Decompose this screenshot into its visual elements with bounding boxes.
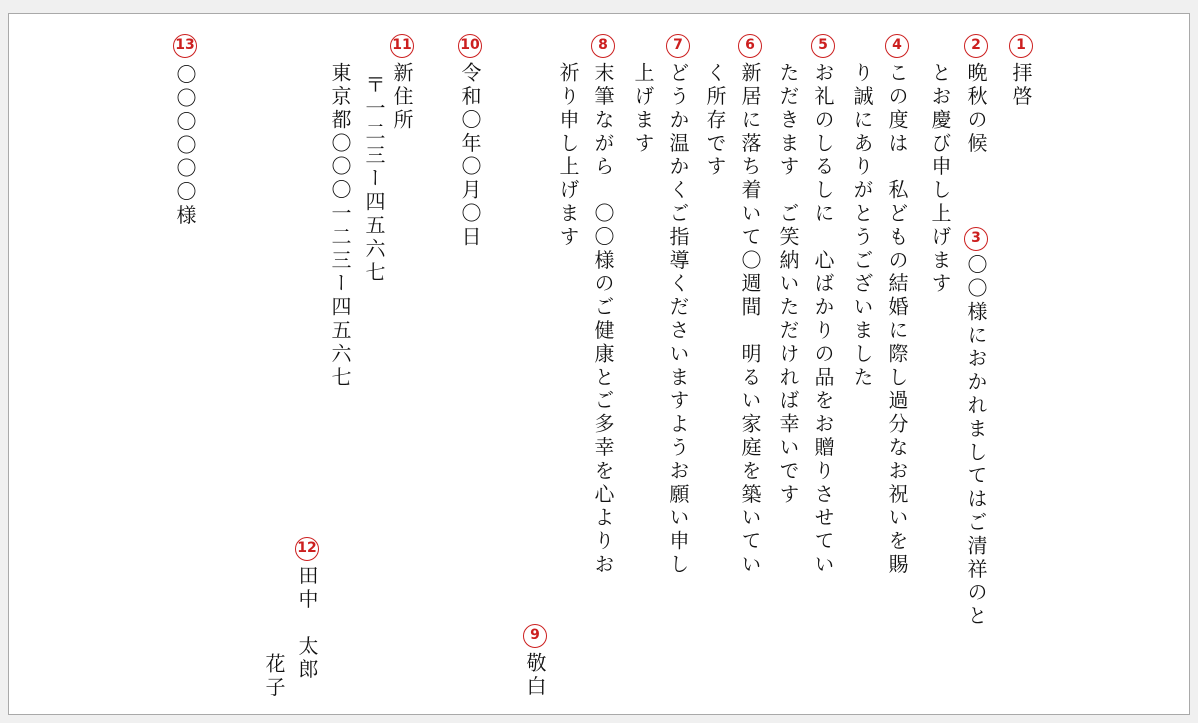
marker-12: 12 bbox=[295, 537, 319, 561]
newhome-line-2: く所存です bbox=[703, 62, 727, 179]
marker-7: 7 bbox=[666, 34, 690, 58]
marker-5: 5 bbox=[811, 34, 835, 58]
seasonal-greeting-line2: とお慶び申し上げます bbox=[928, 62, 952, 296]
new-address-label: 新住所 bbox=[390, 62, 414, 133]
closing-word: 敬白 bbox=[523, 652, 547, 699]
recipient-name: 〇〇〇〇〇〇様 bbox=[173, 64, 197, 228]
marker-4: 4 bbox=[885, 34, 909, 58]
marker-2: 2 bbox=[964, 34, 988, 58]
thanks-line-1: この度は 私どもの結婚に際し過分なお祝いを賜 bbox=[885, 62, 909, 577]
wellbeing-greeting: 〇〇様におかれましてはご清祥のと bbox=[964, 254, 988, 629]
marker-1: 1 bbox=[1009, 34, 1033, 58]
marker-6: 6 bbox=[738, 34, 762, 58]
closing-line-2: 祈り申し上げます bbox=[556, 62, 580, 250]
marker-8: 8 bbox=[591, 34, 615, 58]
letter-paper bbox=[8, 13, 1190, 715]
greeting-opening: 拝啓 bbox=[1009, 62, 1033, 109]
date: 令和〇年〇月〇日 bbox=[458, 62, 482, 250]
street-address: 東京都〇〇〇一二三ー四五六七 bbox=[328, 62, 352, 390]
sender-name-2: 花子 bbox=[262, 653, 286, 700]
marker-13: 13 bbox=[173, 34, 197, 58]
marker-3: 3 bbox=[964, 227, 988, 251]
marker-11: 11 bbox=[390, 34, 414, 58]
gift-line-1: お礼のしるしに 心ばかりの品をお贈りさせてい bbox=[811, 62, 835, 577]
guidance-line-2: 上げます bbox=[631, 62, 655, 156]
seasonal-greeting: 晩秋の候 bbox=[964, 62, 988, 156]
closing-line-1: 末筆ながら 〇〇様のご健康とご多幸を心よりお bbox=[591, 62, 615, 577]
marker-10: 10 bbox=[458, 34, 482, 58]
thanks-line-2: り誠にありがとうございました bbox=[850, 62, 874, 390]
guidance-line-1: どうか温かくご指導くださいますようお願い申し bbox=[666, 62, 690, 577]
gift-line-2: ただきます ご笑納いただければ幸いです bbox=[776, 62, 800, 507]
sender-name: 田中 太郎 bbox=[295, 565, 319, 682]
marker-9: 9 bbox=[523, 624, 547, 648]
newhome-line-1: 新居に落ち着いて〇週間 明るい家庭を築いてい bbox=[738, 62, 762, 577]
postal-code: 〒一二三ー四五六七 bbox=[362, 74, 386, 285]
